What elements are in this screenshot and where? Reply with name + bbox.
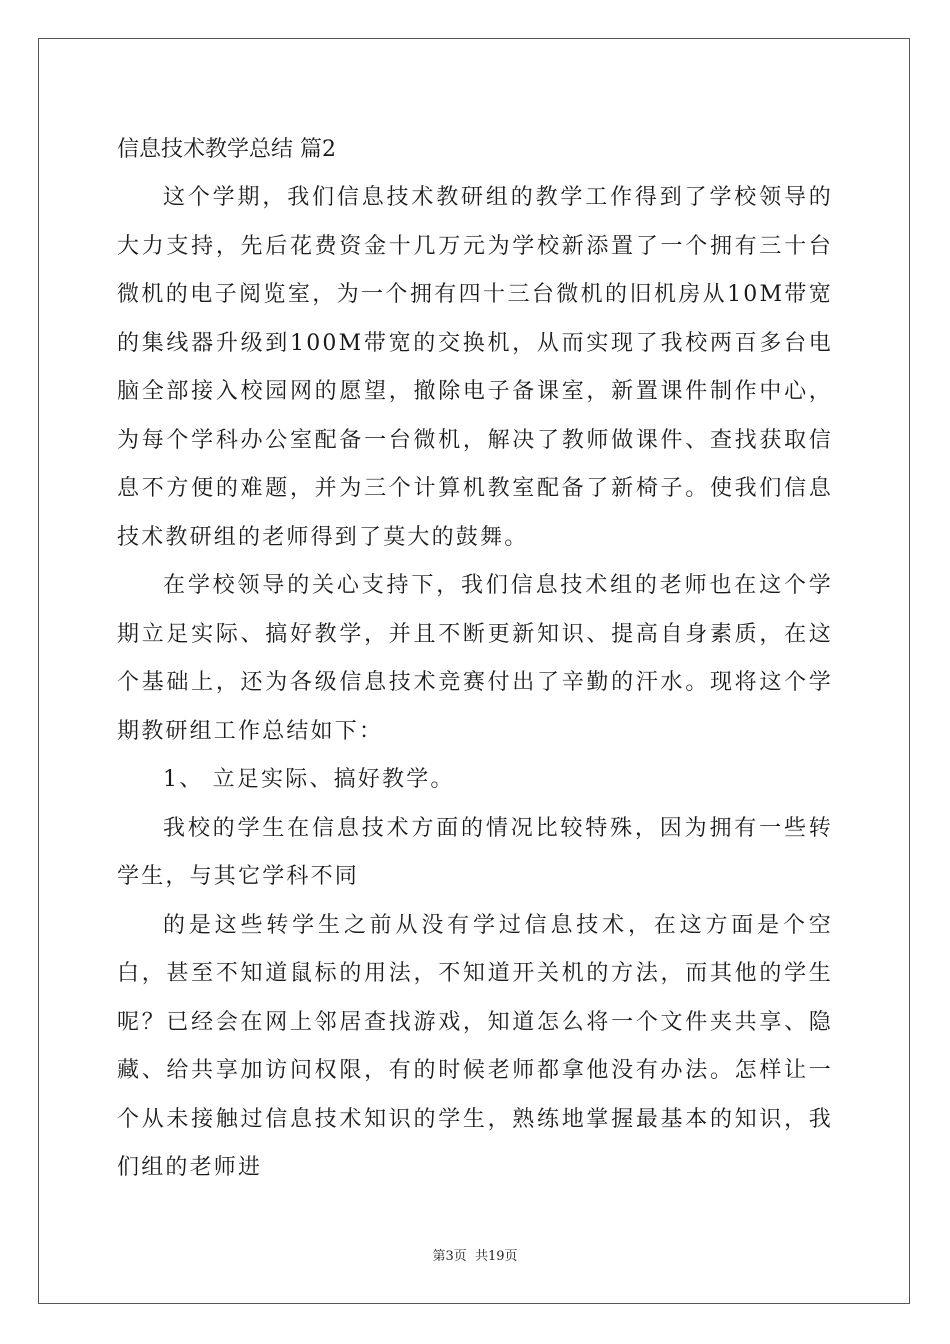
page-total: 共19页 <box>474 1249 518 1264</box>
paragraph-4: 我校的学生在信息技术方面的情况比较特殊，因为拥有一些转学生，与其它学科不同 <box>117 815 833 889</box>
paragraph-1: 这个学期，我们信息技术教研组的教学工作得到了学校领导的大力支持，先后花费资金十几万元为学校新添置了一个拥有三十台微机的电子阅览室，为一个拥有四十三台微机的旧机房从10M带宽的集线器升级到100M带宽的交换机，从而实现了我校两百多台电脑全部接入校园网的愿望，撤除电子备课室，新置课件制作中心，为每个学科办公室配备一台微机，解决了教师做课件、查找获取信息不方便的难题，并为三个计算机教室配备了新椅子。使我们信息技术教研组的老师得到了莫大的鼓舞。 <box>117 185 833 550</box>
document-body <box>117 126 833 1193</box>
document-title: 信息技术教学总结 篇2 <box>117 137 336 162</box>
page-footer <box>0 1245 950 1264</box>
page-number: 第3页 <box>432 1249 467 1264</box>
paragraph-5: 的是这些转学生之前从没有学过信息技术，在这方面是个空白，甚至不知道鼠标的用法，不知道开关机的方法，而其他的学生呢？已经会在网上邻居查找游戏，知道怎么将一个文件夹共享、隐藏、给共享加访问权限，有的时候老师都拿他没有办法。怎样让一个从未接触过信息技术知识的学生，熟练地掌握最基本的知识，我们组的老师进 <box>117 912 833 1180</box>
paragraph-2: 在学校领导的关心支持下，我们信息技术组的老师也在这个学期立足实际、搞好教学，并且不断更新知识、提高自身素质，在这个基础上，还为各级信息技术竞赛付出了辛勤的汗水。现将这个学期教研组工作总结如下： <box>117 573 833 744</box>
paragraph-3-heading: 1、 立足实际、搞好教学。 <box>163 767 455 792</box>
